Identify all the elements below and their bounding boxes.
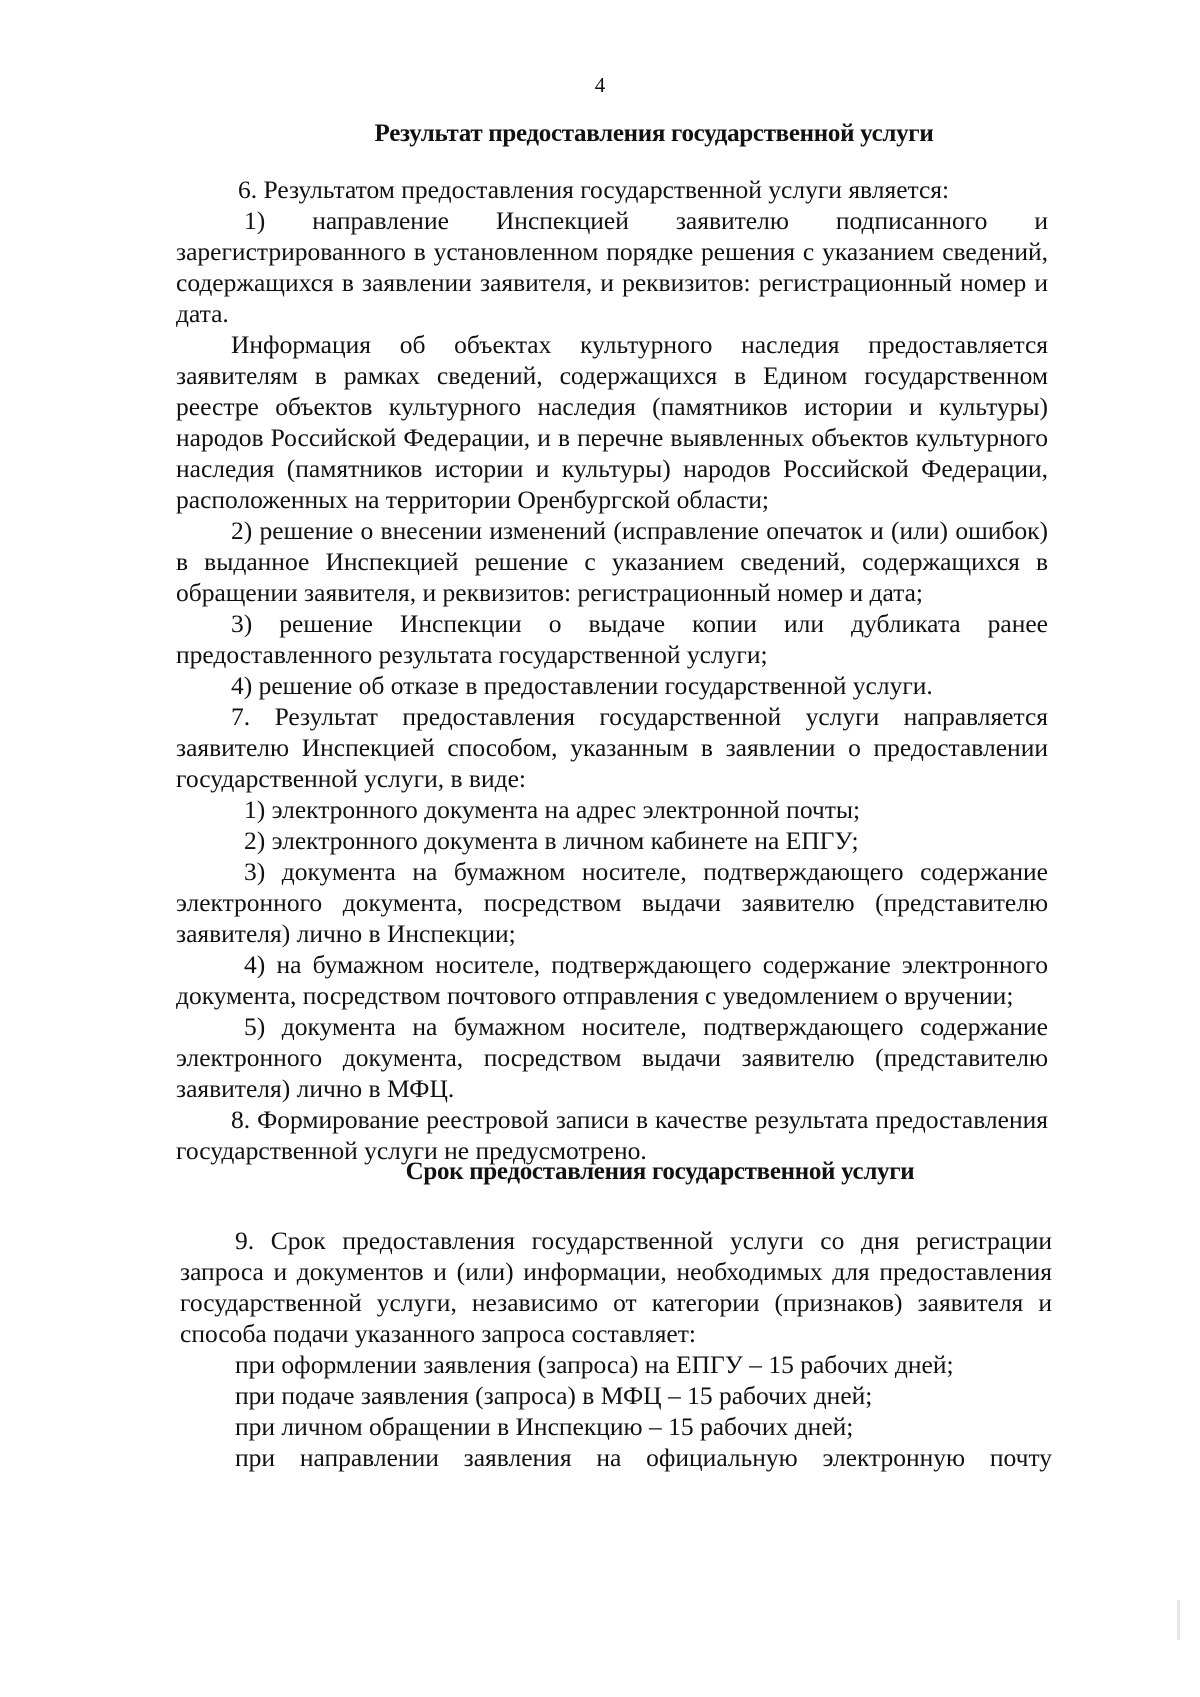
paragraph: 3) решение Инспекции о выдаче копии или дубликата ранее предоставленного результата государственной услуги;	[176, 609, 1048, 669]
paragraph: 2) электронного документа в личном кабинете на ЕПГУ;	[244, 826, 859, 855]
paragraph: 9. Срок предоставления государственной услуги со дня регистрации запроса и документов и (или) информации, необходимых для предоставления государственной услуги, независимо от категории (признаков) заявителя и способа подачи указанного запроса составляет:	[180, 1226, 1052, 1348]
scan-artifact	[1177, 1600, 1180, 1640]
paragraph: 1) направление Инспекцией заявителю подписанного и зарегистрированного в установленном порядке решения с указанием сведений, содержащихся в заявлении заявителя, и реквизитов: регистрационный номер и дата.	[176, 206, 1048, 328]
paragraph: 6. Результатом предоставления государственной услуги является:	[238, 175, 950, 204]
paragraph: 3) документа на бумажном носителе, подтверждающего содержание электронного документа, посредством выдачи заявителю (представителю заявителя) лично в Инспекции;	[176, 857, 1048, 948]
paragraph: 1) электронного документа на адрес электронной почты;	[244, 795, 861, 824]
paragraph: 4) на бумажном носителе, подтверждающего содержание электронного документа, посредством почтового отправления с уведомлением о вручении;	[176, 950, 1048, 1010]
section-body-result	[176, 174, 1048, 1166]
paragraph: при подаче заявления (запроса) в МФЦ – 15 рабочих дней;	[235, 1381, 873, 1410]
paragraph: при личном обращении в Инспекцию – 15 рабочих дней;	[235, 1412, 854, 1441]
paragraph: 4) решение об отказе в предоставлении государственной услуги.	[231, 671, 933, 700]
paragraph: при оформлении заявления (запроса) на ЕПГУ – 15 рабочих дней;	[235, 1350, 954, 1379]
paragraph: Информация об объектах культурного наследия предоставляется заявителям в рамках сведений, содержащихся в Едином государственном реестре объектов культурного наследия (памятников истории и культуры) народов Российской Федерации, и в перечне выявленных объектов культурного наследия (памятников истории и культуры) народов Российской Федерации, расположенных на территории Оренбургской области;	[176, 330, 1048, 514]
paragraph: 7. Результат предоставления государственной услуги направляется заявителю Инспекцией способом, указанным в заявлении о предоставлении государственной услуги, в виде:	[176, 702, 1048, 793]
paragraph: при направлении заявления на официальную электронную почту	[235, 1443, 1052, 1472]
page-number: 4	[594, 73, 606, 97]
paragraph: 5) документа на бумажном носителе, подтверждающего содержание электронного документа, посредством выдачи заявителю (представителю заявителя) лично в МФЦ.	[176, 1012, 1048, 1103]
section-heading-term: Срок предоставления государственной услуги	[405, 1158, 915, 1185]
section-heading-result: Результат предоставления государственной услуги	[374, 120, 934, 147]
section-body-term	[180, 1225, 1052, 1473]
paragraph: 2) решение о внесении изменений (исправление опечаток и (или) ошибок) в выданное Инспекцией решение с указанием сведений, содержащихся в обращении заявителя, и реквизитов: регистрационный номер и дата;	[176, 516, 1048, 607]
paragraph: 8. Формирование реестровой записи в качестве результата предоставления государственной услуги не предусмотрено.	[176, 1105, 1048, 1165]
